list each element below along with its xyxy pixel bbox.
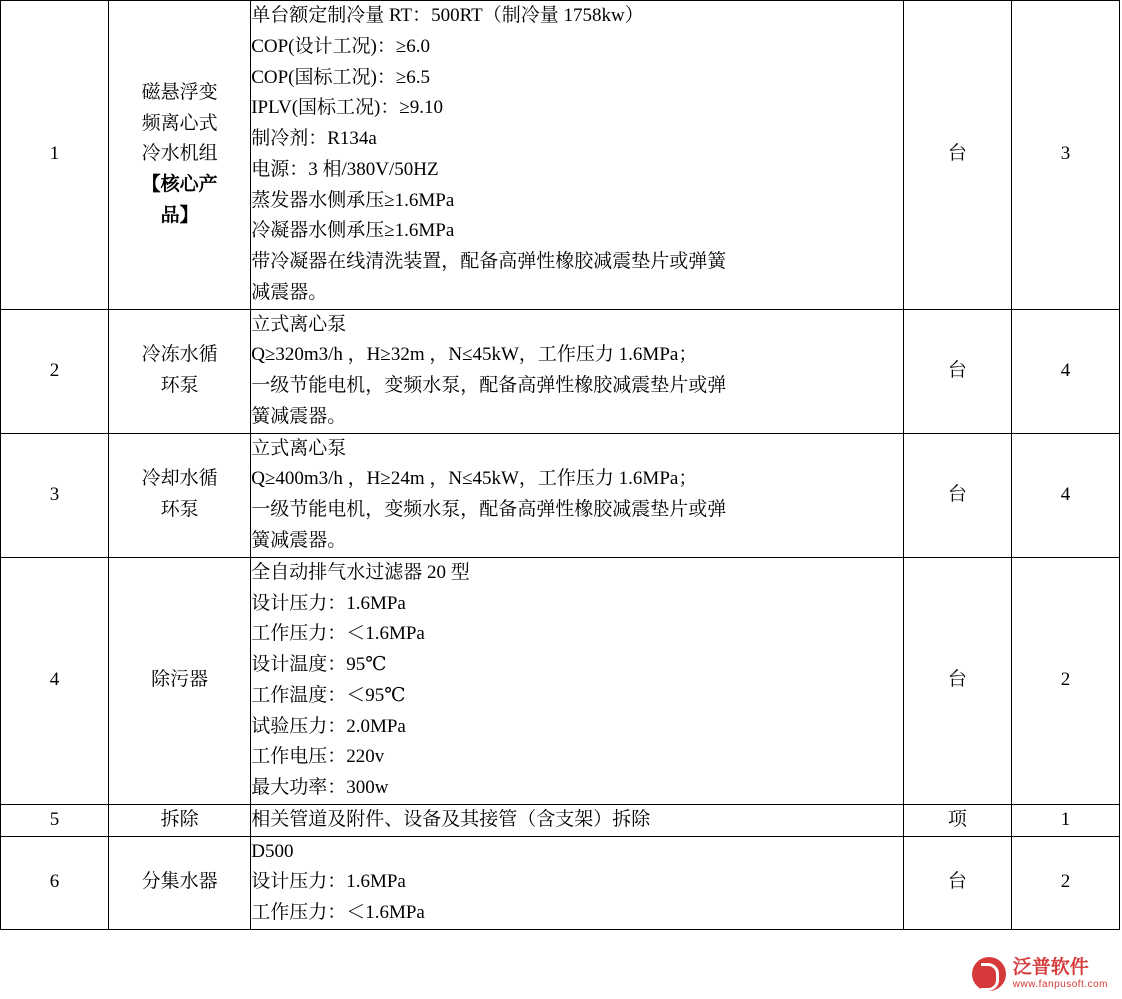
specification-line: 全自动排气水过滤器 20 型 — [251, 561, 470, 583]
row-number: 4 — [1, 557, 109, 804]
table-row — [1, 1, 1120, 310]
row-quantity: 3 — [1011, 1, 1119, 310]
row-quantity: 2 — [1011, 557, 1119, 804]
specification-line: 相关管道及附件、设备及其接管（含支架）拆除 — [251, 808, 651, 830]
table-row — [1, 309, 1120, 433]
specification-line: 立式离心泵 — [251, 313, 347, 335]
specification-line: 电源：3 相/380V/50HZ — [251, 158, 439, 180]
specification-line: D500 — [251, 840, 294, 862]
specification-line: 最大功率：300w — [251, 777, 389, 799]
specification-line: 簧减震器。 — [251, 530, 347, 552]
specification-line: COP(国标工况)：≥6.5 — [251, 66, 431, 88]
row-number: 1 — [1, 1, 109, 310]
item-name-highlight-line: 【核心产 — [141, 174, 218, 196]
item-name-line: 冷冻水循 — [141, 344, 218, 366]
item-name-line: 分集水器 — [141, 871, 218, 893]
row-quantity: 2 — [1011, 836, 1119, 929]
watermark-text — [1013, 958, 1108, 990]
row-unit: 台 — [903, 836, 1011, 929]
specification-line: 蒸发器水侧承压≥1.6MPa — [251, 189, 455, 211]
specification-line: 工作电压：220v — [251, 746, 385, 768]
watermark — [972, 957, 1108, 991]
item-name-line: 冷却水循 — [141, 468, 218, 490]
specification-line: 立式离心泵 — [251, 437, 347, 459]
table-row — [1, 804, 1120, 836]
specification-line: 制冷剂：R134a — [251, 128, 377, 150]
specification-line: 试验压力：2.0MPa — [251, 715, 406, 737]
specification-line: 一级节能电机，变频水泵，配备高弹性橡胶减震垫片或弹 — [251, 375, 727, 397]
row-number: 2 — [1, 309, 109, 433]
row-number: 5 — [1, 804, 109, 836]
table-body — [1, 1, 1120, 930]
item-name-line: 除污器 — [151, 669, 209, 691]
specification-line: Q≥400m3/h ，H≥24m ，N≤45kW，工作压力 1.6MPa； — [251, 468, 698, 490]
row-unit: 台 — [903, 557, 1011, 804]
specification-line: 设计温度：95℃ — [251, 654, 387, 676]
specification-line: 带冷凝器在线清洗装置，配备高弹性橡胶减震垫片或弹簧 — [251, 251, 727, 273]
item-name-line: 磁悬浮变 — [141, 81, 218, 103]
logo-icon — [972, 957, 1006, 991]
row-item-name — [109, 557, 251, 804]
item-name-line: 频离心式 — [141, 112, 218, 134]
row-unit: 项 — [903, 804, 1011, 836]
specification-line: Q≥320m3/h ，H≥32m ，N≤45kW，工作压力 1.6MPa； — [251, 344, 698, 366]
row-unit: 台 — [903, 433, 1011, 557]
specification-line: 冷凝器水侧承压≥1.6MPa — [251, 220, 455, 242]
specification-line: 单台额定制冷量 RT：500RT（制冷量 1758kw） — [251, 5, 644, 26]
row-quantity: 1 — [1011, 804, 1119, 836]
row-unit: 台 — [903, 309, 1011, 433]
item-name-line: 环泵 — [160, 375, 199, 397]
row-specification — [251, 433, 904, 557]
row-item-name — [109, 433, 251, 557]
specification-line: 工作温度：＜95℃ — [251, 684, 406, 706]
row-specification — [251, 309, 904, 433]
row-item-name — [109, 309, 251, 433]
row-quantity: 4 — [1011, 309, 1119, 433]
specification-line: 设计压力：1.6MPa — [251, 871, 406, 893]
row-number: 6 — [1, 836, 109, 929]
row-quantity: 4 — [1011, 433, 1119, 557]
item-name-highlight-line: 品】 — [160, 204, 199, 226]
table-row — [1, 836, 1120, 929]
row-item-name — [109, 1, 251, 310]
specification-line: IPLV(国标工况)：≥9.10 — [251, 97, 444, 119]
item-name-line: 环泵 — [160, 499, 199, 521]
specification-line: 簧减震器。 — [251, 405, 347, 427]
row-specification — [251, 557, 904, 804]
table-row — [1, 433, 1120, 557]
specification-line: 工作压力：＜1.6MPa — [251, 623, 425, 645]
table-row — [1, 557, 1120, 804]
row-unit: 台 — [903, 1, 1011, 310]
row-item-name — [109, 836, 251, 929]
row-specification — [251, 804, 904, 836]
item-name-line: 拆除 — [160, 808, 199, 830]
specification-line: 减震器。 — [251, 281, 328, 303]
specification-line: 工作压力：＜1.6MPa — [251, 902, 425, 924]
row-specification — [251, 836, 904, 929]
specification-line: 设计压力：1.6MPa — [251, 592, 406, 614]
watermark-title: 泛普软件 — [1012, 957, 1089, 979]
watermark-subtitle: www.fanpusoft.com — [1012, 978, 1108, 990]
row-item-name — [109, 804, 251, 836]
specification-line: COP(设计工况)：≥6.0 — [251, 35, 431, 57]
row-number: 3 — [1, 433, 109, 557]
item-name-line: 冷水机组 — [141, 143, 218, 165]
row-specification — [251, 1, 904, 310]
specification-line: 一级节能电机，变频水泵，配备高弹性橡胶减震垫片或弹 — [251, 499, 727, 521]
